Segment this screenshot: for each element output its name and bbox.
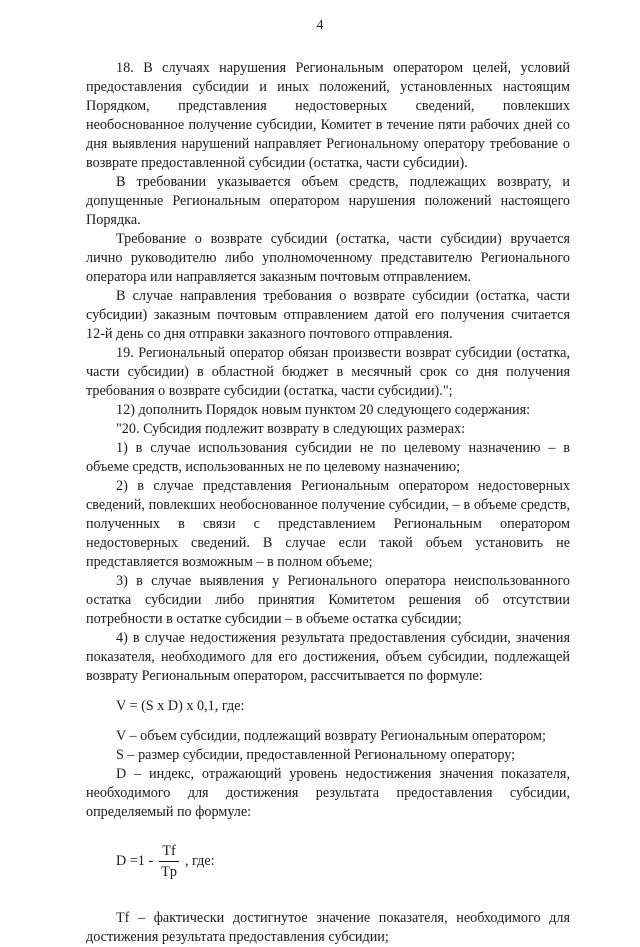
formula-d-suffix: , где: (184, 853, 215, 869)
document-body (86, 59, 570, 947)
definition-v: V – объем субсидии, подлежащий возврату Региональным оператором; (116, 728, 546, 744)
formula-d-numerator: Tf (159, 842, 178, 862)
formula-d-fraction (158, 842, 180, 881)
definition-tf: Tf – фактически достигнутое значение показателя, необходимого для достижения результата предоставления субсидии; (86, 910, 570, 945)
formula-d-denominator: Tp (161, 864, 177, 880)
definition-d: D – индекс, отражающий уровень недостижения значения показателя, необходимого для достижения результата предоставления субсидии, определяемый по формуле: (86, 766, 570, 820)
paragraph-postal-delivery: В случае направления требования о возврате субсидии (остатка, части субсидии) заказным почтовым отправлением датой его получения считается 12-й день со дня отправки заказного почтового отправления. (86, 288, 570, 342)
paragraph-18: 18. В случаях нарушения Региональным оператором целей, условий предоставления субсидии и иных положений, установленных настоящим Порядком, представления недостоверных сведений, повлекших необоснованное получение субсидии, Комитет в течение пяти рабочих дней со дня выявления нарушений направляет Региональному оператору требование о возврате предоставленной субсидии (остатка, части субсидии). (86, 60, 570, 171)
list-item-1: 1) в случае использования субсидии не по целевому назначению – в объеме средств, использованных не по целевому назначению; (86, 440, 570, 475)
list-item-2: 2) в случае представления Региональным оператором недостоверных сведений, повлекших необоснованное получение субсидии, – в объеме средств, полученных в связи с представлением Региональным оператором недостоверных сведений. В случае если такой объем установить не представляется возможным – в полном объеме; (86, 478, 570, 570)
paragraph-19: 19. Региональный оператор обязан произвести возврат субсидии (остатка, части субсидии) в областной бюджет в месячный срок со дня получения требования о возврате субсидии (остатка, части субсидии)."; (86, 345, 570, 399)
paragraph-requirement-delivery: Требование о возврате субсидии (остатка, части субсидии) вручается лично руководителю либо уполномоченному представителю Регионального оператора или направляется заказным почтовым отправлением. (86, 231, 570, 285)
list-item-3: 3) в случае выявления у Регионального оператора неиспользованного остатка субсидии либо принятия Комитетом решения об отсутствии потребности в остатке субсидии – в объеме остатка субсидии; (86, 573, 570, 627)
formula-d-lhs: D =1 - (116, 853, 154, 869)
paragraph-20: "20. Субсидия подлежит возврату в следующих размерах: (116, 421, 466, 437)
page-number: 4 (316, 18, 324, 33)
formula-v: V = (S x D) x 0,1, где: (116, 698, 245, 714)
paragraph-amendment-12: 12) дополнить Порядок новым пунктом 20 следующего содержания: (116, 402, 531, 418)
paragraph-requirement-content: В требовании указывается объем средств, подлежащих возврату, и допущенные Региональным оператором нарушения положений настоящего Порядка. (86, 174, 570, 228)
formula-d (86, 842, 570, 881)
list-item-4: 4) в случае недостижения результата предоставления субсидии, значения показателя, необходимого для его достижения, объем субсидии, подлежащей возврату Региональным оператором, рассчитывается по формуле: (86, 630, 570, 684)
definition-s: S – размер субсидии, предоставленной Региональному оператору; (116, 747, 516, 763)
